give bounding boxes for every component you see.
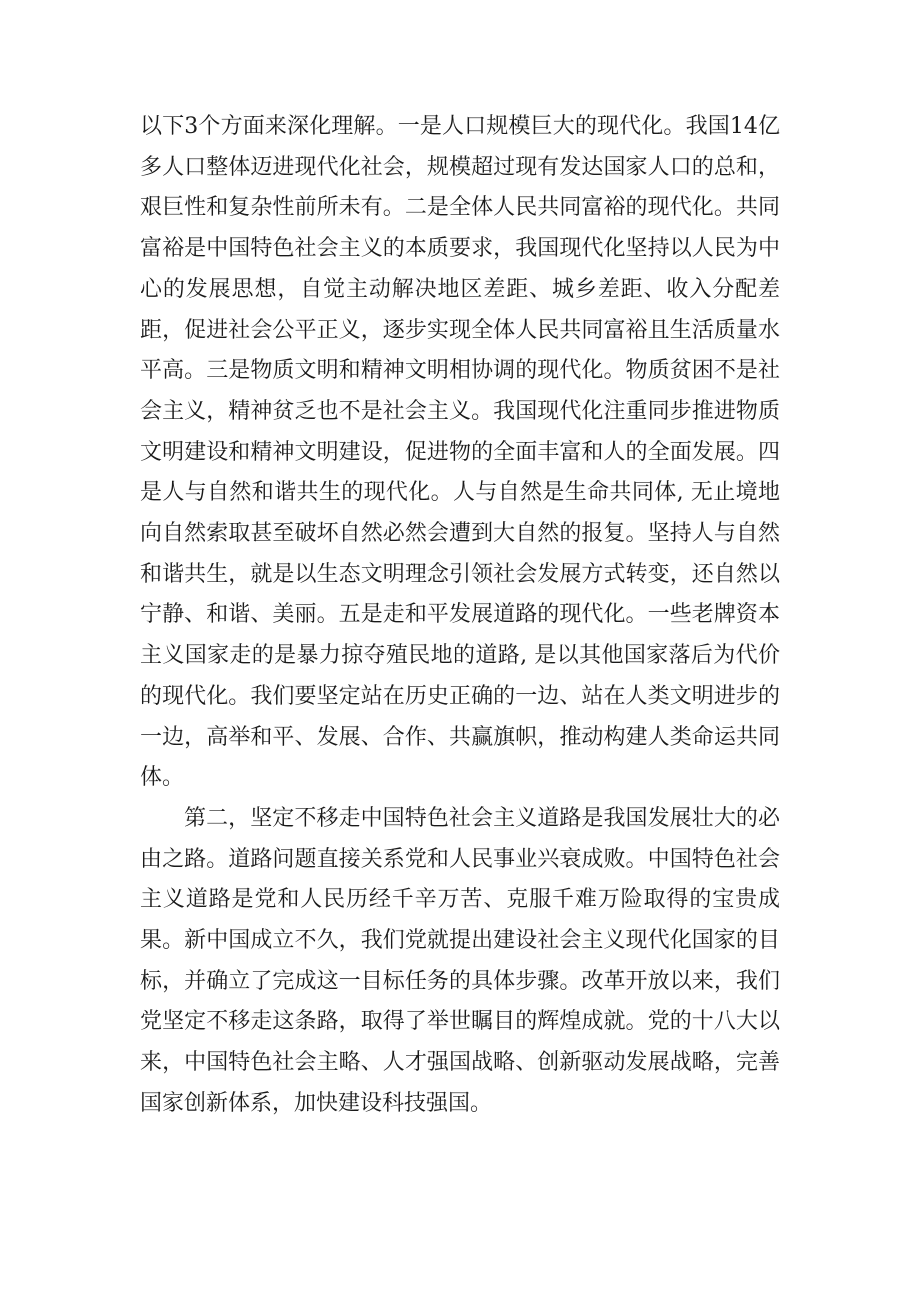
- document-body: [140, 107, 780, 1125]
- paragraph-three-aspects: 以下3个方面来深化理解。一是人口规模巨大的现代化。我国14亿多人口整体迈进现代化社会，规模超过现有发达国家人口的总和，艰巨性和复杂性前所未有。二是全体人民共同富裕的现代化。共同富裕是中国特色社会主义的本质要求，我国现代化坚持以人民为中心的发展思想，自觉主动解决地区差距、城乡差距、收入分配差距，促进社会公平正义，逐步实现全体人民共同富裕且生活质量水平高。三是物质文明和精神文明相协调的现代化。物质贫困不是社会主义，精神贫乏也不是社会主义。我国现代化注重同步推进物质文明建设和精神文明建设，促进物的全面丰富和人的全面发展。四是人与自然和谐共生的现代化。人与自然是生命共同体, 无止境地向自然索取甚至破坏自然必然会遭到大自然的报复。坚持人与自然和谐共生，就是以生态文明理念引领社会发展方式转变，还自然以宁静、和谐、美丽。五是走和平发展道路的现代化。一些老牌资本主义国家走的是暴力掠夺殖民地的道路, 是以其他国家落后为代价的现代化。我们要坚定站在历史正确的一边、站在人类文明进步的一边，高举和平、发展、合作、共赢旗帜，推动构建人类命运共同体。: [140, 114, 780, 791]
- paragraph-second-point: 第二，坚定不移走中国特色社会主义道路是我国发展壮大的必由之路。道路问题直接关系党和人民事业兴衰成败。中国特色社会主义道路是党和人民历经千辛万苦、克服千难万险取得的宝贵成果。新中国成立不久，我们党就提出建设社会主义现代化国家的目标，并确立了完成这一目标任务的具体步骤。改革开放以来，我们党坚定不移走这条路，取得了举世瞩目的辉煌成就。党的十八大以来，中国特色社会主略、人才强国战略、创新驱动发展战略，完善国家创新体系，加快建设科技强国。: [140, 805, 780, 1116]
